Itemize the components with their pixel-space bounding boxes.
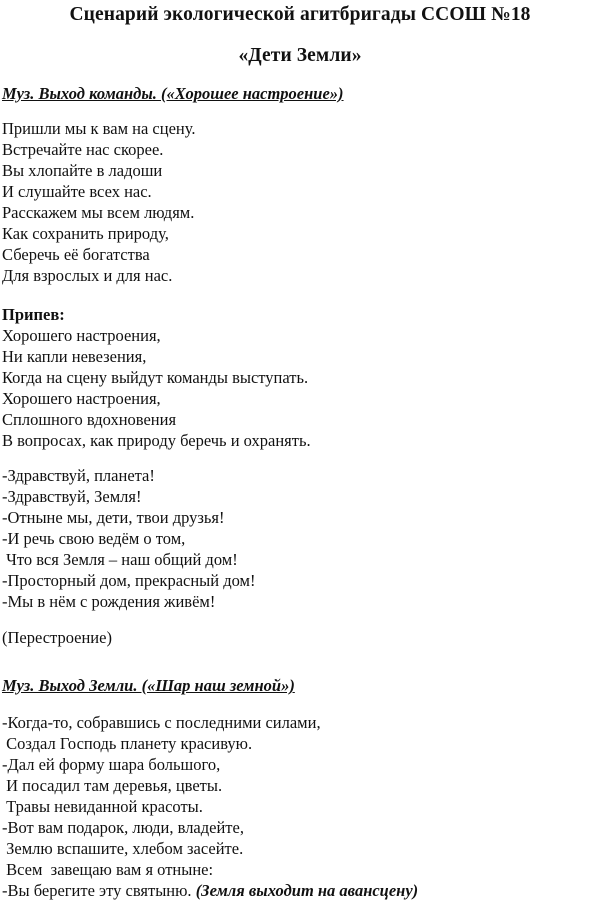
greeting-line: -И речь свою ведём о том, bbox=[2, 529, 186, 548]
earth-line: Создал Господь планету красивую. bbox=[2, 734, 253, 753]
earth-line: -Вот вам подарок, люди, владейте, bbox=[2, 818, 244, 837]
greeting-line: -Здравствуй, планета! bbox=[2, 466, 155, 485]
earth-line: Всем завещаю вам я отныне: bbox=[2, 860, 214, 879]
verse-line: И слушайте всех нас. bbox=[2, 182, 152, 201]
chorus-line: Ни капли невезения, bbox=[2, 347, 147, 366]
document-subtitle: «Дети Земли» bbox=[238, 45, 362, 66]
verse-line: Как сохранить природу, bbox=[2, 224, 169, 243]
earth-line: И посадил там деревья, цветы. bbox=[2, 776, 223, 795]
chorus-line: В вопросах, как природу беречь и охранять. bbox=[2, 431, 311, 450]
verse-line: Для взрослых и для нас. bbox=[2, 266, 173, 285]
stage-direction: (Земля выходит на авансцену) bbox=[195, 881, 419, 900]
verse-line: Сберечь её богатства bbox=[2, 245, 150, 264]
chorus-line: Когда на сцену выйдут команды выступать. bbox=[2, 368, 309, 387]
verse-line: Пришли мы к вам на сцену. bbox=[2, 119, 196, 138]
section1-heading: Муз. Выход команды. («Хорошее настроение») bbox=[2, 84, 344, 103]
greetings-block bbox=[2, 465, 256, 612]
stage-direction-rebuild bbox=[2, 627, 112, 648]
earth-last-text: -Вы берегите эту святыню. bbox=[2, 881, 196, 900]
chorus-label: Припев: bbox=[2, 305, 65, 324]
earth-line: -Когда-то, собравшись с последними силами, bbox=[2, 713, 321, 732]
rebuild-text: (Перестроение) bbox=[2, 628, 112, 647]
earth-block bbox=[2, 712, 418, 901]
greeting-line: -Отныне мы, дети, твои друзья! bbox=[2, 508, 225, 527]
verse-line: Встречайте нас скорее. bbox=[2, 140, 164, 159]
greeting-line: -Здравствуй, Земля! bbox=[2, 487, 142, 506]
greeting-line: -Мы в нём с рождения живём! bbox=[2, 592, 216, 611]
greeting-line: -Просторный дом, прекрасный дом! bbox=[2, 571, 256, 590]
earth-line: -Дал ей форму шара большого, bbox=[2, 755, 221, 774]
chorus-line: Сплошного вдохновения bbox=[2, 410, 177, 429]
chorus-block bbox=[2, 304, 311, 451]
section2-heading: Муз. Выход Земли. («Шар наш земной») bbox=[2, 676, 295, 695]
earth-line: Травы невиданной красоты. bbox=[2, 797, 203, 816]
verse-line: Расскажем мы всем людям. bbox=[2, 203, 195, 222]
verse-block bbox=[2, 118, 195, 286]
chorus-line: Хорошего настроения, bbox=[2, 326, 161, 345]
greeting-line: Что вся Земля – наш общий дом! bbox=[2, 550, 238, 569]
earth-last-line bbox=[2, 880, 418, 901]
earth-line: Землю вспашите, хлебом засейте. bbox=[2, 839, 244, 858]
chorus-line: Хорошего настроения, bbox=[2, 389, 161, 408]
verse-line: Вы хлопайте в ладоши bbox=[2, 161, 163, 180]
document-title: Сценарий экологической агитбригады ССОШ №18 bbox=[69, 4, 531, 25]
